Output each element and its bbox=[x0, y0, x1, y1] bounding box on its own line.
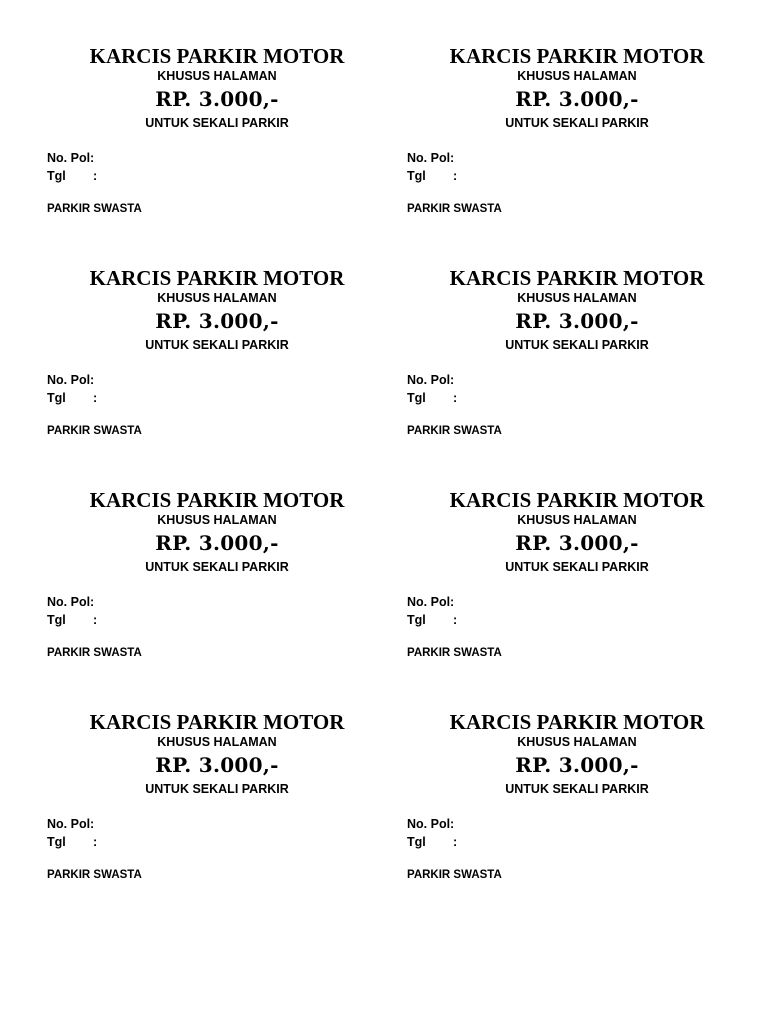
date-label: Tgl bbox=[407, 169, 426, 183]
parking-ticket-2 bbox=[407, 44, 747, 234]
date-colon: : bbox=[93, 835, 98, 849]
ticket-note: UNTUK SEKALI PARKIR bbox=[145, 560, 289, 574]
plate-number-label: No. Pol: bbox=[47, 595, 95, 609]
date-label: Tgl bbox=[47, 613, 66, 627]
ticket-title: KARCIS PARKIR MOTOR bbox=[89, 710, 345, 734]
plate-number-label: No. Pol: bbox=[407, 151, 455, 165]
plate-number-field bbox=[47, 151, 94, 166]
ticket-subtitle: KHUSUS HALAMAN bbox=[517, 69, 637, 83]
ticket-note: UNTUK SEKALI PARKIR bbox=[505, 116, 649, 130]
parking-ticket-5 bbox=[47, 488, 387, 678]
date-field bbox=[47, 835, 97, 850]
ticket-price: RP. 3.000,- bbox=[155, 753, 279, 777]
ticket-price: RP. 3.000,- bbox=[515, 753, 639, 777]
date-field bbox=[407, 835, 457, 850]
ticket-subtitle: KHUSUS HALAMAN bbox=[157, 513, 277, 527]
ticket-note: UNTUK SEKALI PARKIR bbox=[505, 782, 649, 796]
date-colon: : bbox=[453, 835, 458, 849]
plate-number-label: No. Pol: bbox=[407, 373, 455, 387]
ticket-subtitle: KHUSUS HALAMAN bbox=[157, 291, 277, 305]
parking-ticket-4 bbox=[407, 266, 747, 456]
ticket-note: UNTUK SEKALI PARKIR bbox=[505, 338, 649, 352]
ticket-subtitle: KHUSUS HALAMAN bbox=[517, 291, 637, 305]
ticket-footer: PARKIR SWASTA bbox=[407, 647, 502, 659]
date-field bbox=[407, 169, 457, 184]
plate-number-label: No. Pol: bbox=[47, 373, 95, 387]
date-label: Tgl bbox=[407, 613, 426, 627]
plate-number-label: No. Pol: bbox=[407, 817, 455, 831]
ticket-note: UNTUK SEKALI PARKIR bbox=[145, 338, 289, 352]
plate-number-field bbox=[47, 595, 94, 610]
ticket-note: UNTUK SEKALI PARKIR bbox=[505, 560, 649, 574]
date-field bbox=[47, 169, 97, 184]
ticket-price: RP. 3.000,- bbox=[515, 87, 639, 111]
ticket-footer: PARKIR SWASTA bbox=[47, 425, 142, 437]
ticket-note: UNTUK SEKALI PARKIR bbox=[145, 116, 289, 130]
ticket-footer: PARKIR SWASTA bbox=[407, 869, 502, 881]
date-colon: : bbox=[453, 613, 458, 627]
ticket-subtitle: KHUSUS HALAMAN bbox=[157, 69, 277, 83]
ticket-footer: PARKIR SWASTA bbox=[47, 203, 142, 215]
ticket-subtitle: KHUSUS HALAMAN bbox=[517, 513, 637, 527]
parking-ticket-7 bbox=[47, 710, 387, 900]
plate-number-field bbox=[47, 817, 94, 832]
parking-ticket-1 bbox=[47, 44, 387, 234]
plate-number-field bbox=[407, 373, 454, 388]
plate-number-label: No. Pol: bbox=[47, 151, 95, 165]
date-colon: : bbox=[93, 169, 98, 183]
ticket-subtitle: KHUSUS HALAMAN bbox=[517, 735, 637, 749]
date-field bbox=[407, 613, 457, 628]
ticket-note: UNTUK SEKALI PARKIR bbox=[145, 782, 289, 796]
ticket-price: RP. 3.000,- bbox=[515, 531, 639, 555]
parking-ticket-6 bbox=[407, 488, 747, 678]
ticket-footer: PARKIR SWASTA bbox=[47, 647, 142, 659]
ticket-subtitle: KHUSUS HALAMAN bbox=[157, 735, 277, 749]
date-colon: : bbox=[453, 169, 458, 183]
ticket-title: KARCIS PARKIR MOTOR bbox=[449, 488, 705, 512]
plate-number-field bbox=[47, 373, 94, 388]
date-colon: : bbox=[453, 391, 458, 405]
ticket-title: KARCIS PARKIR MOTOR bbox=[89, 44, 345, 68]
date-label: Tgl bbox=[47, 835, 66, 849]
plate-number-field bbox=[407, 595, 454, 610]
date-field bbox=[407, 391, 457, 406]
plate-number-label: No. Pol: bbox=[407, 595, 455, 609]
parking-ticket-8 bbox=[407, 710, 747, 900]
parking-ticket-3 bbox=[47, 266, 387, 456]
ticket-title: KARCIS PARKIR MOTOR bbox=[449, 266, 705, 290]
date-colon: : bbox=[93, 613, 98, 627]
date-label: Tgl bbox=[47, 169, 66, 183]
ticket-price: RP. 3.000,- bbox=[155, 309, 279, 333]
ticket-price: RP. 3.000,- bbox=[515, 309, 639, 333]
date-colon: : bbox=[93, 391, 98, 405]
plate-number-field bbox=[407, 817, 454, 832]
plate-number-field bbox=[407, 151, 454, 166]
date-label: Tgl bbox=[47, 391, 66, 405]
ticket-title: KARCIS PARKIR MOTOR bbox=[89, 266, 345, 290]
ticket-footer: PARKIR SWASTA bbox=[47, 869, 142, 881]
ticket-footer: PARKIR SWASTA bbox=[407, 203, 502, 215]
ticket-price: RP. 3.000,- bbox=[155, 531, 279, 555]
date-field bbox=[47, 391, 97, 406]
plate-number-label: No. Pol: bbox=[47, 817, 95, 831]
ticket-footer: PARKIR SWASTA bbox=[407, 425, 502, 437]
date-label: Tgl bbox=[407, 391, 426, 405]
date-label: Tgl bbox=[407, 835, 426, 849]
ticket-title: KARCIS PARKIR MOTOR bbox=[449, 44, 705, 68]
ticket-title: KARCIS PARKIR MOTOR bbox=[89, 488, 345, 512]
ticket-title: KARCIS PARKIR MOTOR bbox=[449, 710, 705, 734]
date-field bbox=[47, 613, 97, 628]
ticket-price: RP. 3.000,- bbox=[155, 87, 279, 111]
